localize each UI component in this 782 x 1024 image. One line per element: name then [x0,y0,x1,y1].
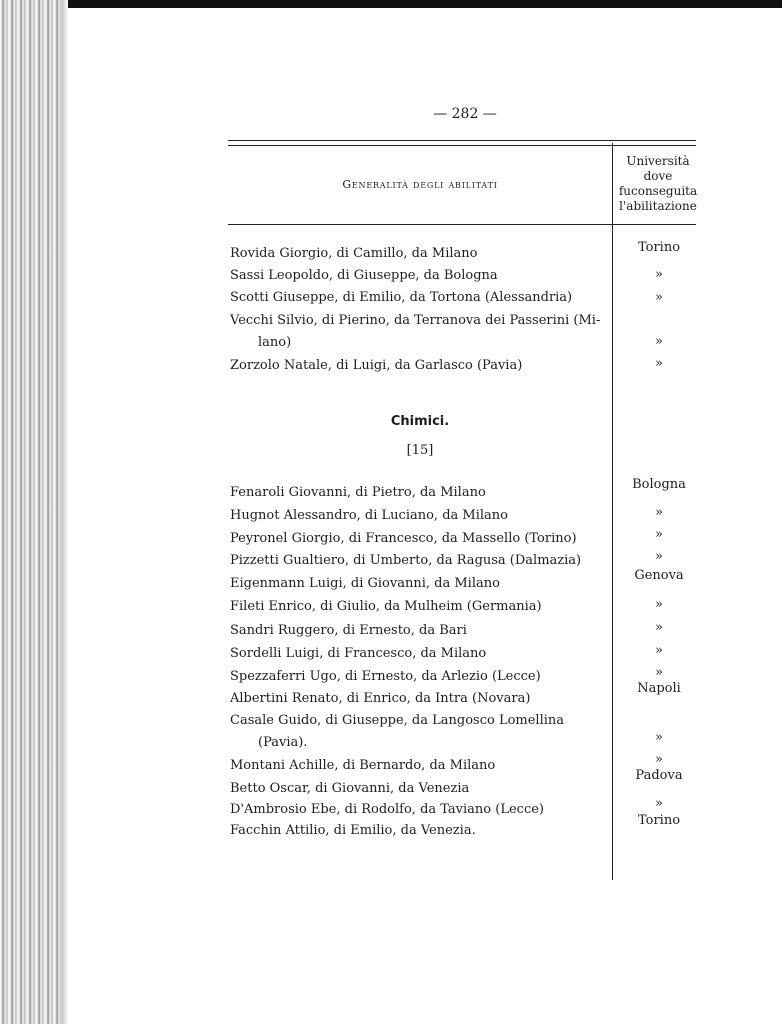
entry-university: Padova [635,768,683,783]
entry-university: Napoli [637,681,681,696]
entry-university: » [655,665,663,680]
entry-name-continuation: (Pavia). [258,735,308,750]
entry-university: » [655,527,663,542]
entry-name: Sordelli Luigi, di Francesco, da Milano [230,646,487,661]
column-divider [612,143,613,880]
header-bottom-rule [228,224,696,225]
entry-name: Albertini Renato, di Enrico, da Intra (Novara) [230,691,531,706]
entry-university: » [655,597,663,612]
column-header-universita [616,154,700,214]
entry-name [230,710,610,754]
entry-name-line: Vecchi Silvio, di Pierino, da Terranova dei Passerini (Mi- [230,313,601,328]
entry-name: Sandri Ruggero, di Ernesto, da Bari [230,623,467,638]
entry-university: » [655,796,663,811]
entry-university: » [655,505,663,520]
entry-university: » [655,334,663,349]
entry-name: Spezzaferri Ugo, di Ernesto, da Arlezio (Lecce) [230,669,541,684]
column-header-generalita: Generalità degli abilitati [342,178,498,191]
entry-university: » [655,356,663,371]
spine-shadow [62,0,68,1024]
entry-name-continuation: lano) [258,335,292,350]
entry-name: Rovida Giorgio, di Camillo, da Milano [230,246,478,261]
entry-university: » [655,620,663,635]
entry-name: Betto Oscar, di Giovanni, da Venezia [230,781,470,796]
entry-university: Genova [634,568,684,583]
section-title: Chimici. [390,414,450,429]
entry-name: Fenaroli Giovanni, di Pietro, da Milano [230,485,486,500]
entry-university: Bologna [632,477,686,492]
entry-name [230,310,610,354]
entry-university: » [655,730,663,745]
header-line: Università [626,154,690,168]
page-number: — 282 — [433,106,497,122]
header-line: l'abilitazione [619,199,697,213]
book-spine-edge [0,0,62,1024]
scan-top-border [0,0,782,8]
entry-name: Pizzetti Gualtiero, di Umberto, da Ragusa (Dalmazia) [230,553,582,568]
entry-name: Eigenmann Luigi, di Giovanni, da Milano [230,576,500,591]
entry-name: Sassi Leopoldo, di Giuseppe, da Bologna [230,268,498,283]
entry-name: D'Ambrosio Ebe, di Rodolfo, da Taviano (Lecce) [230,802,544,817]
entry-university: » [655,643,663,658]
entry-university: » [655,290,663,305]
entry-university: » [655,549,663,564]
entry-university: » [655,752,663,767]
header-top-rule-2 [228,145,696,146]
entry-university: Torino [637,813,681,828]
entry-name: Peyronel Giorgio, di Francesco, da Massello (Torino) [230,531,577,546]
entry-name-line: Casale Guido, di Giuseppe, da Langosco Lomellina [230,713,565,728]
section-count: [15] [406,443,434,458]
entry-university: Torino [637,240,681,255]
header-line: dove [643,169,673,183]
entry-name: Hugnot Alessandro, di Luciano, da Milano [230,508,508,523]
header-line: fuconseguita [618,184,698,198]
entry-university: » [655,267,663,282]
header-top-rule [228,140,696,141]
entry-name: Fileti Enrico, di Giulio, da Mulheim (Germania) [230,599,542,614]
entry-name: Montani Achille, di Bernardo, da Milano [230,758,496,773]
entry-name: Zorzolo Natale, di Luigi, da Garlasco (Pavia) [230,358,523,373]
entry-name: Scotti Giuseppe, di Emilio, da Tortona (Alessandria) [230,290,573,305]
entry-name: Facchin Attilio, di Emilio, da Venezia. [230,823,476,838]
